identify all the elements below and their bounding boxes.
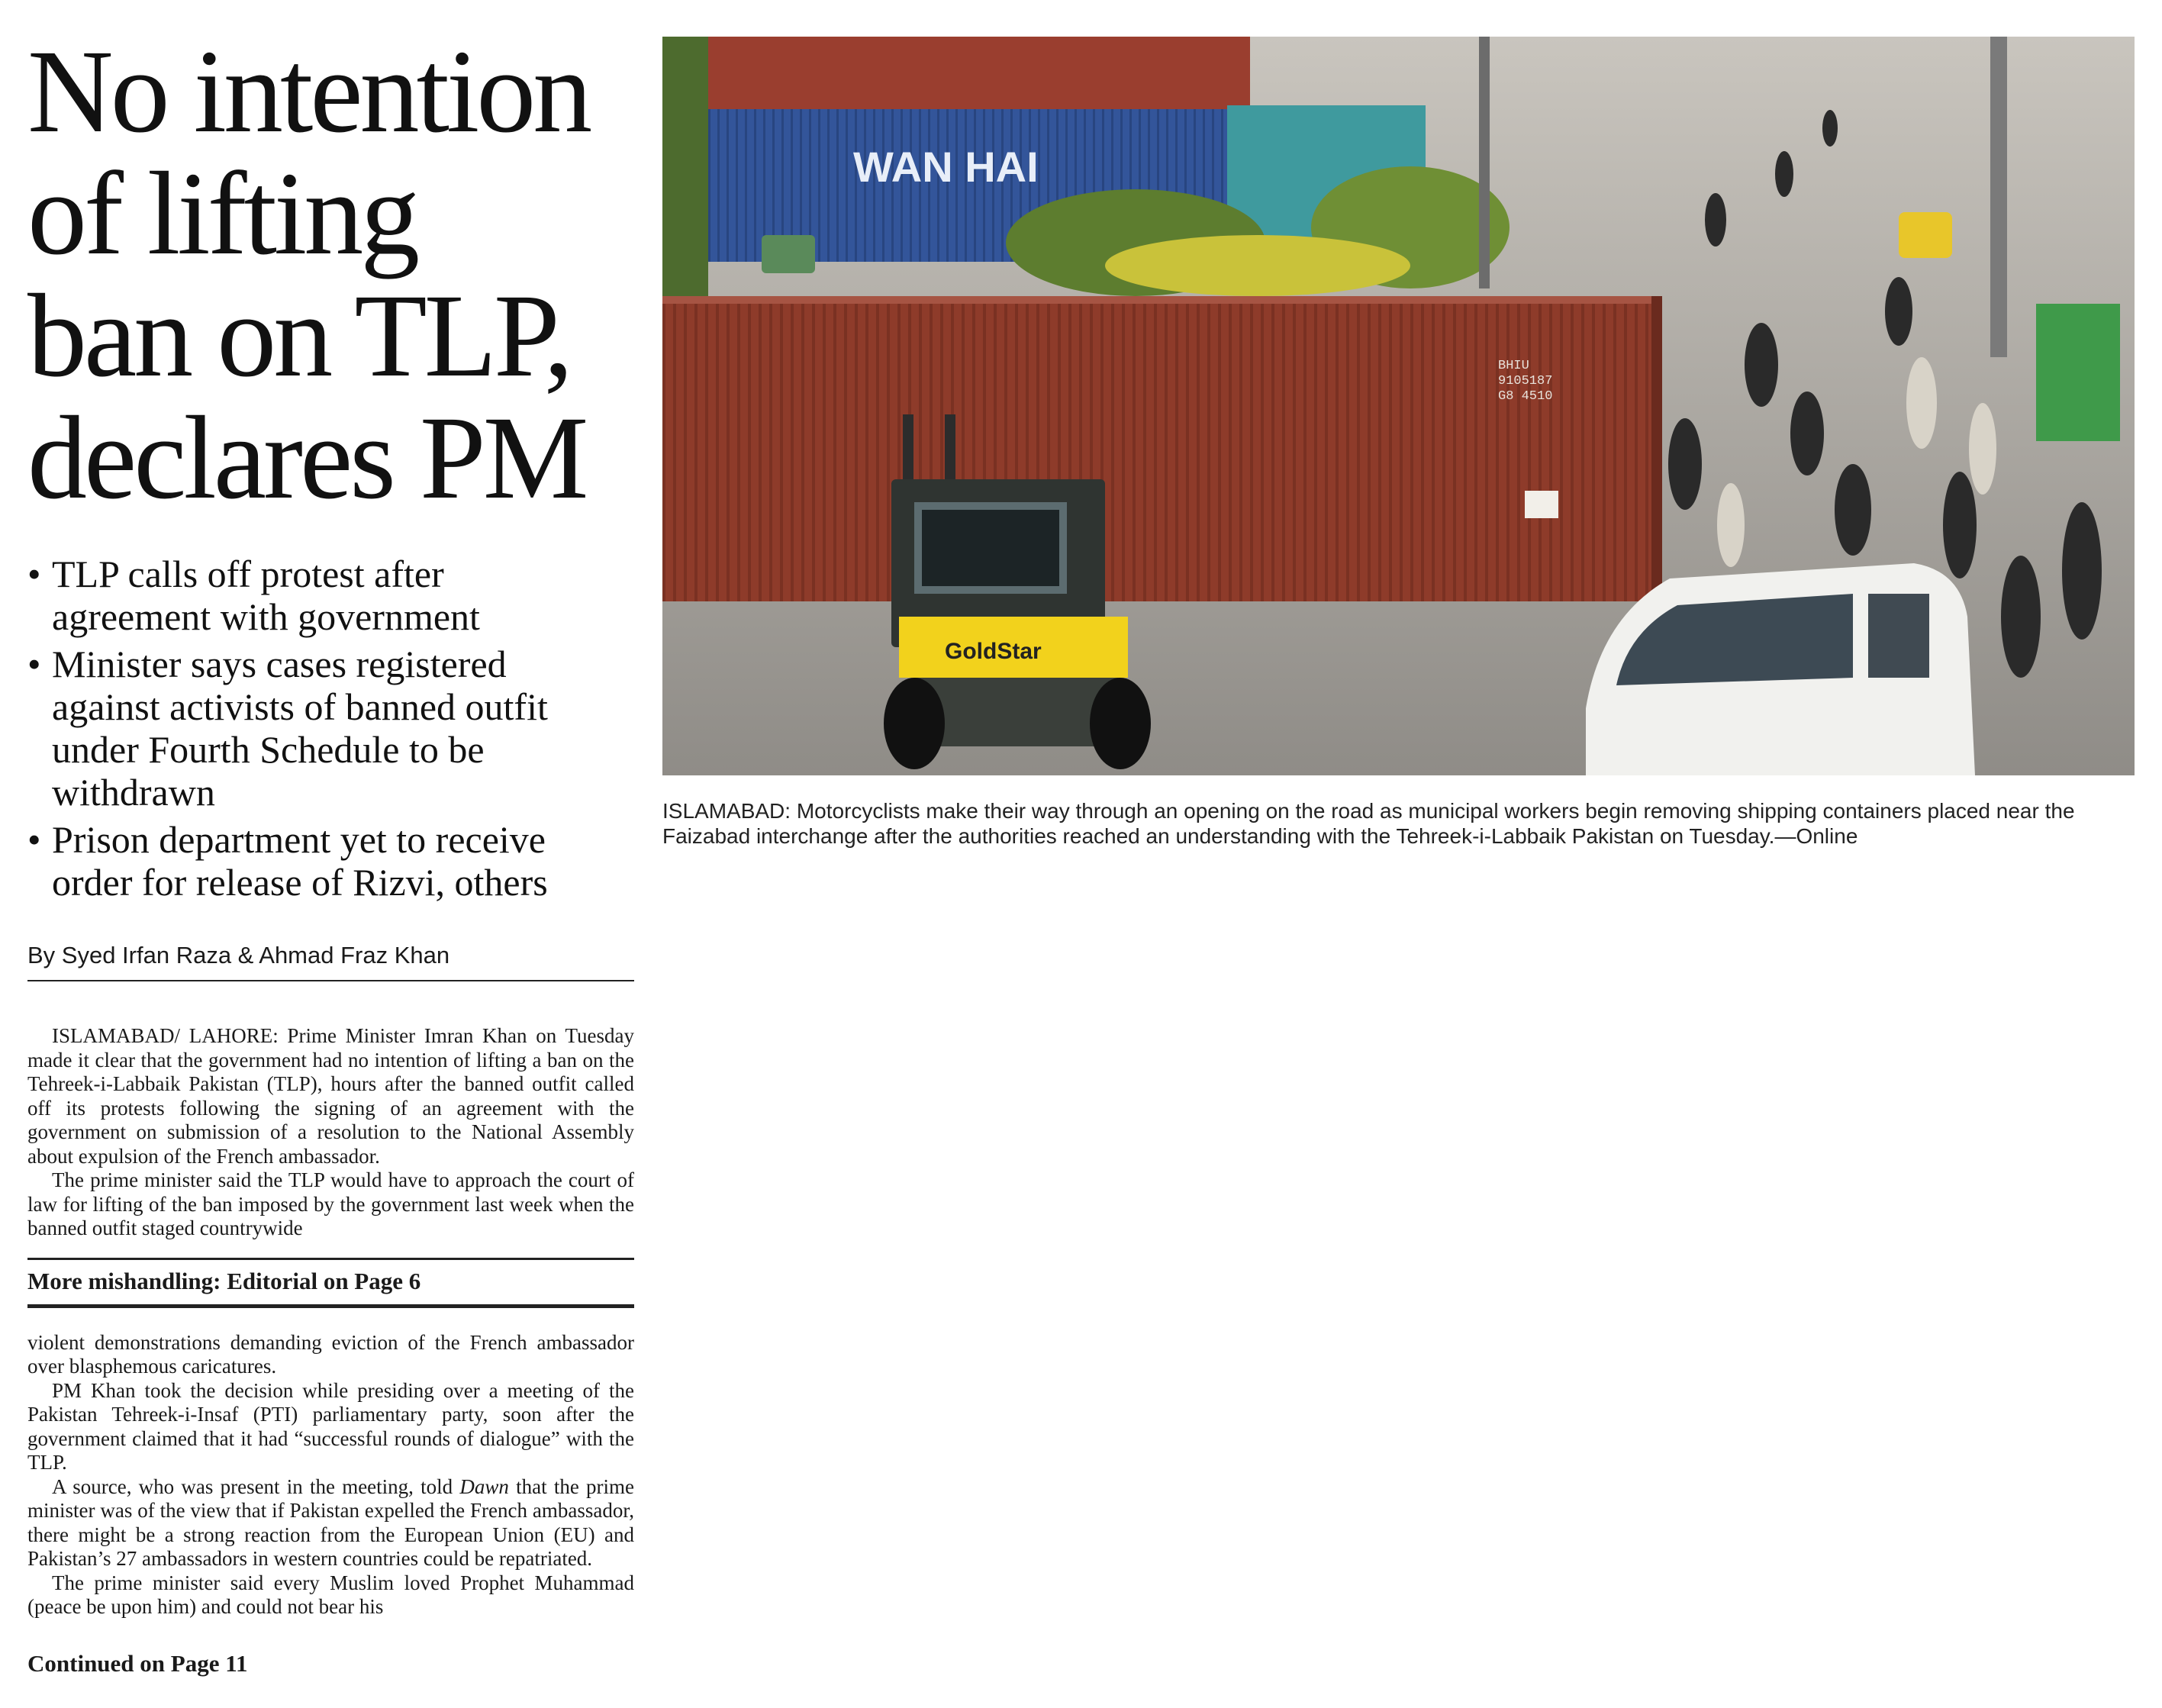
photo-caption: ISLAMABAD: Motorcyclists make their way through an opening on the road as municipal workers begin removing shipping containers placed near the Faizabad interchange after the authorities reached an understanding with the Tehreek-i-Labbaik Pakistan on Tuesday.—Online	[662, 799, 2075, 848]
body-paragraph: PM Khan took the decision while presiding over a meeting of the Pakistan Tehreek-i-Insaf (PTI) parliamentary party, soon after the government claimed that it had “successful rounds of dialogue” with the TLP.	[27, 1378, 634, 1474]
editorial-cross-reference[interactable]: More mishandling: Editorial on Page 6	[27, 1258, 634, 1308]
byline: By Syed Irfan Raza & Ahmad Fraz Khan	[27, 942, 634, 981]
bullet-icon: •	[27, 643, 41, 685]
bullet-icon: •	[27, 553, 41, 595]
headline-line: ban on TLP,	[27, 269, 571, 401]
body-text-run: A source, who was present in the meeting, told	[52, 1474, 460, 1498]
bullet-text: against activists of banned outfit under Fourth Schedule to be withdrawn	[52, 685, 548, 814]
headline	[27, 25, 634, 524]
container-lettering: WAN HAI	[853, 143, 1039, 191]
summary-bullets	[27, 553, 634, 904]
forklift-brand: GoldStar	[945, 639, 1042, 664]
summary-bullet	[27, 553, 634, 638]
photo-illustration	[662, 37, 2135, 775]
bullet-text: TLP calls off protest after	[52, 553, 444, 595]
body-text-run: that the prime minister was of the view that if Pakistan expelled the French ambassador, there might be a strong reaction from the European Union (EU) and Pakistan’s 27 ambassadors in western countries could be repatriated.	[27, 1474, 634, 1570]
summary-bullet	[27, 818, 634, 904]
container-code-line: BHIU	[1498, 359, 1529, 373]
bullet-text: Prison department yet to receive	[52, 818, 546, 861]
bullet-text: agreement with government	[52, 595, 480, 638]
headline-line: of lifting	[27, 147, 417, 279]
bullet-icon: •	[27, 818, 41, 861]
container-code-line: 9105187	[1498, 374, 1553, 388]
article-body-continued	[27, 1331, 634, 1619]
body-paragraph	[27, 1475, 634, 1571]
news-photo	[662, 37, 2135, 775]
article-column	[27, 25, 634, 1677]
headline-line: No intention	[27, 25, 590, 157]
body-paragraph: The prime minister said every Muslim loved Prophet Muhammad (peace be upon him) and could not bear his	[27, 1571, 634, 1618]
body-paragraph: ISLAMABAD/ LAHORE: Prime Minister Imran Khan on Tuesday made it clear that the government had no intention of lifting a ban on the Tehreek-i-Labbaik Pakistan (TLP), hours after the banned outfit called off its protests following the signing of an agreement with the government on submission of a resolution to the National Assembly about expulsion of the French ambassador.	[27, 1024, 634, 1168]
continued-jump[interactable]: Continued on Page 11	[27, 1649, 248, 1677]
newspaper-name: Dawn	[459, 1474, 509, 1498]
summary-bullet	[27, 643, 634, 814]
bullet-text: order for release of Rizvi, others	[52, 861, 548, 904]
body-paragraph: violent demonstrations demanding eviction of the French ambassador over blasphemous caricatures.	[27, 1330, 634, 1378]
container-code-line: G8 4510	[1498, 389, 1553, 404]
bullet-text: Minister says cases registered	[52, 643, 507, 685]
body-paragraph: The prime minister said the TLP would have to approach the court of law for lifting of the ban imposed by the government last week when the banned outfit staged countrywide	[27, 1168, 634, 1239]
headline-line: declares PM	[27, 392, 586, 524]
article-body	[27, 1024, 634, 1241]
